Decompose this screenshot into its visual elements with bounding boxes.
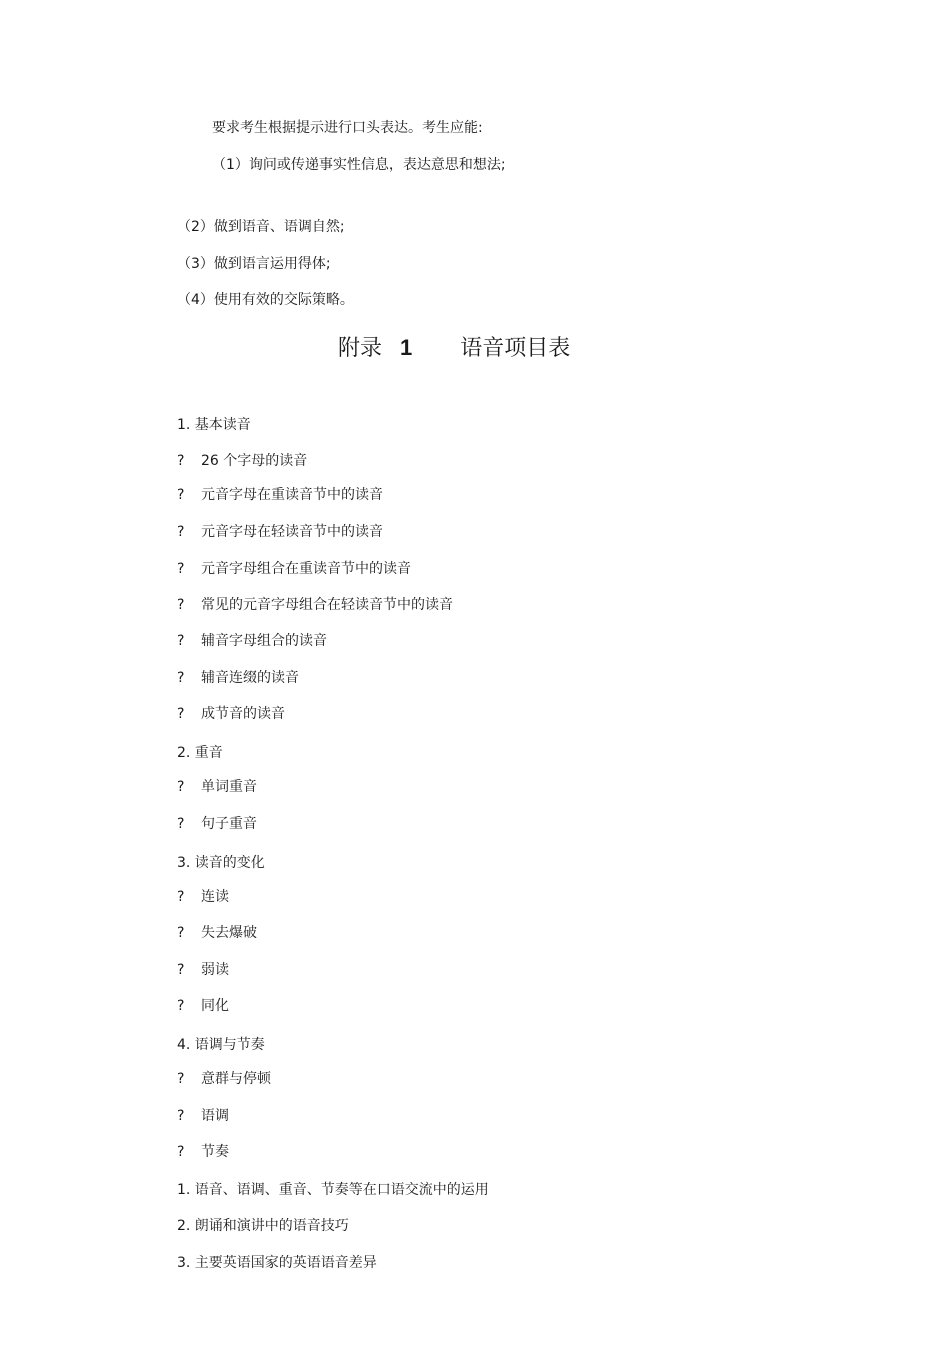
list-item: ? 26 个字母的读音 — [177, 453, 308, 469]
intro-item-3: （3）做到语言运用得体; — [177, 256, 331, 272]
section-heading: 1. 基本读音 — [177, 417, 251, 433]
appendix-name: 语音项目表 — [460, 336, 571, 361]
list-item: ? 句子重音 — [177, 816, 257, 832]
bullet-glyph: ? — [177, 779, 185, 795]
list-item: ? 意群与停顿 — [177, 1071, 271, 1087]
bullet-glyph: ? — [177, 816, 185, 832]
section-heading: 2. 重音 — [177, 745, 223, 761]
list-item: ? 常见的元音字母组合在轻读音节中的读音 — [177, 597, 453, 613]
appendix-prefix: 附录 — [338, 336, 383, 361]
bullet-glyph: ? — [177, 706, 185, 722]
list-item: ? 辅音连缀的读音 — [177, 670, 299, 686]
bullet-glyph: ? — [177, 524, 185, 540]
list-item: ? 弱读 — [177, 962, 229, 978]
bullet-glyph: ? — [177, 962, 185, 978]
bullet-glyph: ? — [177, 487, 185, 503]
list-item: ? 元音字母在重读音节中的读音 — [177, 487, 383, 503]
list-item: ? 单词重音 — [177, 779, 257, 795]
list-item: ? 元音字母在轻读音节中的读音 — [177, 524, 383, 540]
bullet-glyph: ? — [177, 597, 185, 613]
list-item: ? 语调 — [177, 1108, 229, 1124]
bullet-glyph: ? — [177, 925, 185, 941]
intro-item-4: （4）使用有效的交际策略。 — [177, 292, 354, 308]
list-item: ? 失去爆破 — [177, 925, 257, 941]
bullet-glyph: ? — [177, 1144, 185, 1160]
list-item: ? 连读 — [177, 889, 229, 905]
list-item: ? 辅音字母组合的读音 — [177, 633, 327, 649]
bullet-glyph: ? — [177, 998, 185, 1014]
bullet-glyph: ? — [177, 453, 185, 469]
bullet-glyph: ? — [177, 1071, 185, 1087]
section-heading: 4. 语调与节奏 — [177, 1037, 265, 1053]
list-item: ? 节奏 — [177, 1144, 229, 1160]
extra-item-3: 3. 主要英语国家的英语语音差异 — [177, 1255, 377, 1271]
extra-item-1: 1. 语音、语调、重音、节奏等在口语交流中的运用 — [177, 1182, 489, 1198]
section-heading: 3. 读音的变化 — [177, 855, 265, 871]
intro-item-2: （2）做到语音、语调自然; — [177, 219, 345, 235]
intro-requirement: 要求考生根据提示进行口头表达。考生应能: — [212, 120, 483, 136]
list-item: ? 成节音的读音 — [177, 706, 285, 722]
list-item: ? 同化 — [177, 998, 229, 1014]
intro-item-1: （1）询问或传递事实性信息，表达意思和想法; — [212, 157, 506, 173]
appendix-number: 1 — [400, 335, 413, 360]
list-item: ? 元音字母组合在重读音节中的读音 — [177, 561, 411, 577]
bullet-glyph: ? — [177, 889, 185, 905]
bullet-glyph: ? — [177, 633, 185, 649]
bullet-glyph: ? — [177, 561, 185, 577]
appendix-title — [338, 334, 570, 363]
bullet-glyph: ? — [177, 670, 185, 686]
bullet-glyph: ? — [177, 1108, 185, 1124]
extra-item-2: 2. 朗诵和演讲中的语音技巧 — [177, 1218, 349, 1234]
